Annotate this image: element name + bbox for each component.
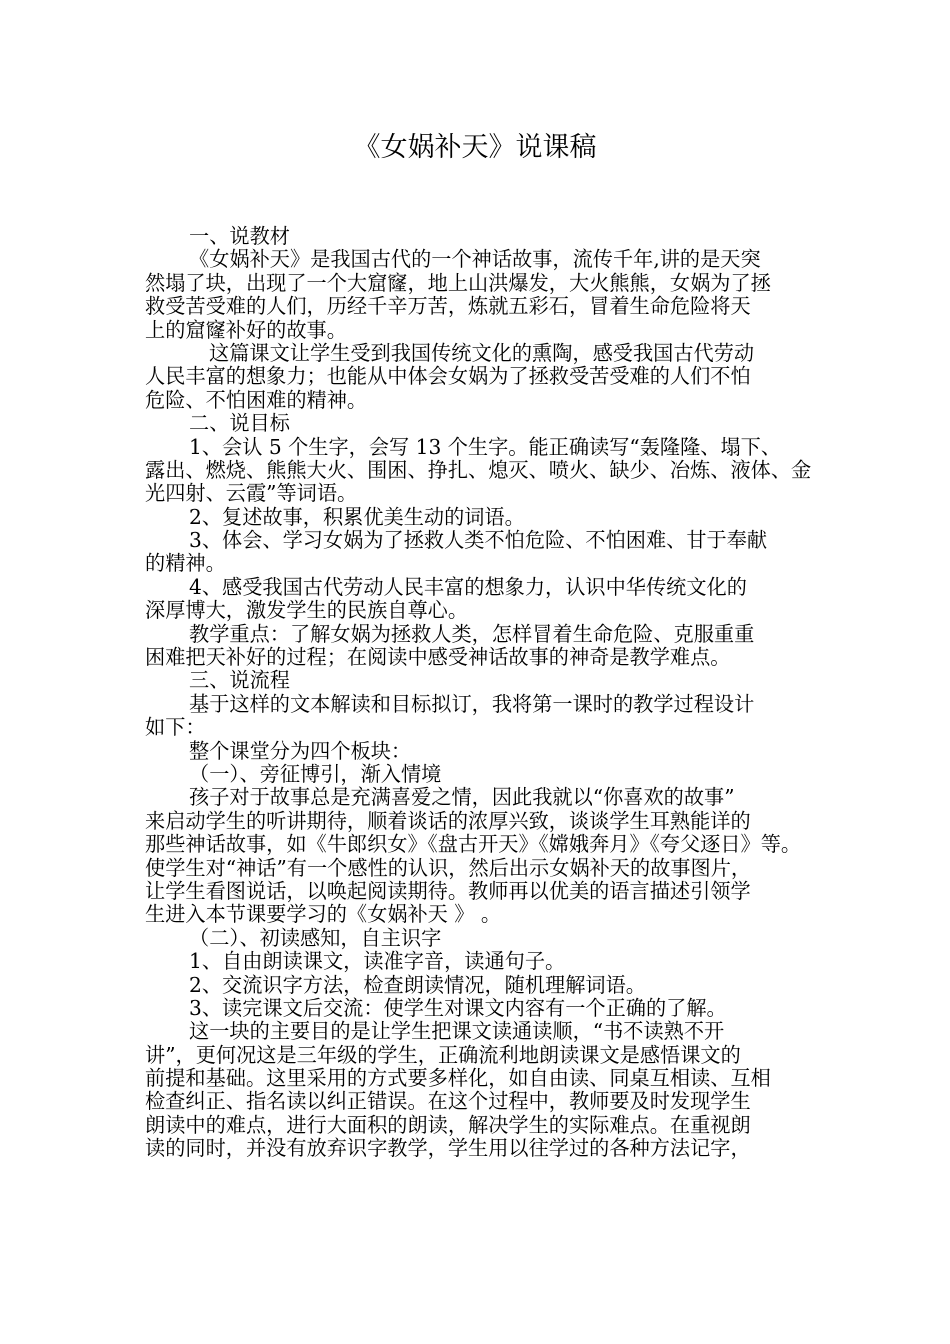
paragraph-line: 1、会认 5 个生字，会写 13 个生字。能正确读写“轰隆隆、塌下、 — [189, 434, 782, 459]
paragraph-line: 3、体会、学习女娲为了拯救人类不怕危险、不怕困难、甘于奉献 — [189, 528, 768, 553]
paragraph-line: 使学生对“神话”有一个感性的认识，然后出示女娲补天的故事图片， — [145, 855, 752, 880]
paragraph-line: 前提和基础。这里采用的方式要多样化，如自由读、同桌互相读、互相 — [145, 1066, 771, 1091]
paragraph-line: 1、自由朗读课文，读准字音，读通句子。 — [189, 949, 566, 974]
paragraph-line: 检查纠正、指名读以纠正错误。在这个过程中，教师要及时发现学生 — [145, 1089, 751, 1114]
paragraph-line: 那些神话故事，如《牛郎织女》《盘古开天》《嫦娥奔月》《夸父逐日》等。 — [145, 832, 802, 857]
paragraph-line: 深厚博大，激发学生的民族自尊心。 — [145, 598, 469, 623]
paragraph-line: 救受苦受难的人们，历经千辛万苦，炼就五彩石，冒着生命危险将天 — [145, 294, 751, 319]
paragraph-line: 讲”，更何况这是三年级的学生，正确流利地朗读课文是感悟课文的 — [145, 1042, 741, 1067]
paragraph-line: 上的窟窿补好的故事。 — [145, 317, 347, 342]
paragraph-line: 这篇课文让学生受到我国传统文化的熏陶，感受我国古代劳动 — [209, 340, 755, 365]
paragraph-line: 来启动学生的听讲期待，顺着谈话的浓厚兴致，谈谈学生耳熟能详的 — [145, 808, 751, 833]
paragraph-line: 危险、不怕困难的精神。 — [145, 387, 368, 412]
paragraph-line: 露出、燃烧、熊熊大火、围困、挣扎、熄灭、喷火、缺少、冶炼、液体、金 — [145, 457, 812, 482]
paragraph-line: 人民丰富的想象力；也能从中体会女娲为了拯救受苦受难的人们不怕 — [145, 364, 751, 389]
paragraph-line: 基于这样的文本解读和目标拟订，我将第一课时的教学过程设计 — [189, 691, 755, 716]
subsection-heading-1: （一）、旁征博引，渐入情境 — [189, 761, 442, 786]
paragraph-line: 这一块的主要目的是让学生把课文读通读顺，“书不读熟不开 — [189, 1019, 725, 1044]
paragraph-line: 整个课堂分为四个板块： — [189, 738, 412, 763]
paragraph-line: 2、复述故事，积累优美生动的词语。 — [189, 504, 525, 529]
paragraph-line: 孩子对于故事总是充满喜爱之情，因此我就以“你喜欢的故事” — [189, 785, 735, 810]
paragraph-line: 光四射、云霞”等词语。 — [145, 481, 358, 506]
subsection-heading-2: （二）、初读感知，自主识字 — [189, 925, 442, 950]
document-title: 《女娲补天》说课稿 — [353, 132, 597, 163]
paragraph-line: 困难把天补好的过程；在阅读中感受神话故事的神奇是教学难点。 — [145, 645, 731, 670]
paragraph-line: 如下： — [145, 715, 206, 740]
section-heading-goals: 二、说目标 — [189, 411, 290, 436]
paragraph-line: 朗读中的难点，进行大面积的朗读，解决学生的实际难点。在重视朗 — [145, 1112, 751, 1137]
section-heading-process: 三、说流程 — [189, 668, 290, 693]
document-body — [145, 225, 811, 1161]
paragraph-line: 2、交流识字方法，检查朗读情况，随机理解词语。 — [189, 972, 646, 997]
paragraph-line: 4、感受我国古代劳动人民丰富的想象力，认识中华传统文化的 — [189, 574, 747, 599]
paragraph-line: 教学重点：了解女娲为拯救人类，怎样冒着生命危险、克服重重 — [189, 621, 755, 646]
paragraph-line: 生进入本节课要学习的《女娲补天 》 。 — [145, 902, 502, 927]
paragraph-line: 3、读完课文后交流：使学生对课文内容有一个正确的了解。 — [189, 995, 727, 1020]
paragraph-line: 让学生看图说话，以唤起阅读期待。教师再以优美的语言描述引领学 — [145, 878, 751, 903]
paragraph-line: 的精神。 — [145, 551, 226, 576]
section-heading-textbook: 一、说教材 — [189, 224, 290, 248]
paragraph-line: 《女娲补天》是我国古代的一个神话故事，流传千年,讲的是天突 — [189, 247, 761, 272]
paragraph-line: 读的同时，并没有放弃识字教学，学生用以往学过的各种方法记字， — [145, 1136, 751, 1161]
paragraph-line: 然塌了块，出现了一个大窟窿，地上山洪爆发，大火熊熊，女娲为了拯 — [145, 270, 771, 295]
